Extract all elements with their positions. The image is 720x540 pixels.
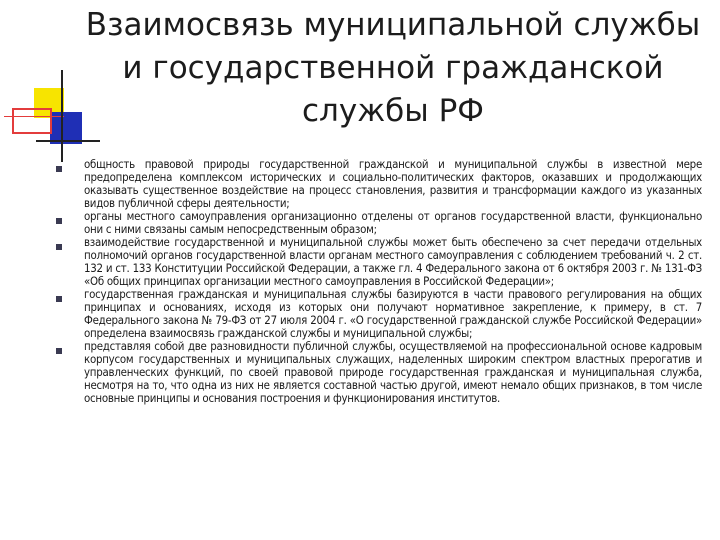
list-item-text: взаимодействие государственной и муниципальной службы может быть обеспечено за счет передачи отдельных полномочий органов государственной власти органам местного самоуправления с соблюдением требований ч. 2 ст. 132 и ст. 133 Конституции Российской Федерации, а также гл. 4 Федерального закона от 6 октября 2003 г. № 131-ФЗ «Об общих принципах организации местного самоуправления в Российской Федерации»; [84, 235, 702, 288]
list-item [56, 288, 702, 340]
square-bullet-icon [56, 296, 62, 302]
horizontal-line-decoration [36, 140, 100, 142]
list-item-text: представляя собой две разновидности публичной службы, осуществляемой на профессиональной основе кадровым корпусом государственных и муниципальных служащих, наделенных широким спектром властных прерогатив и управленческих функций, по своей правовой природе государственная гражданская и муниципальная служба, несмотря на то, что одна из них не является составной частью другой, имеют немало общих признаков, в том числе основные принципы и основания построения и функционирования институтов. [84, 339, 702, 405]
list-item-text: общность правовой природы государственной гражданской и муниципальной службы в известной мере предопределена комплексом исторических и социально-политических факторов, оказавших и продолжающих оказывать существенное воздействие на процесс становления, развития и трансформации каждого из указанных видов публичной сферы деятельности; [84, 157, 702, 210]
vertical-line-decoration [61, 70, 63, 162]
title-line: и государственной гражданской [122, 50, 664, 86]
red-line-decoration [4, 116, 64, 117]
list-item-text: государственная гражданская и муниципальная службы базируются в части правового регулирования на общих принципах и основаниях, исходя из которых они получают нормативное закрепление, к примеру, в ст. 7 Федерального закона № 79-ФЗ от 27 июля 2004 г. «О государственной гражданской службе Российской Федерации» определена взаимосвязь гражданской службы и муниципальной службы; [84, 287, 702, 340]
square-bullet-icon [56, 244, 62, 250]
list-item [56, 158, 702, 210]
title-line: службы РФ [302, 93, 484, 129]
slide-title [84, 4, 702, 133]
bullet-list [56, 158, 702, 405]
title-line: Взаимосвязь муниципальной службы [85, 7, 701, 43]
square-bullet-icon [56, 166, 62, 172]
list-item [56, 340, 702, 405]
square-bullet-icon [56, 218, 62, 224]
list-item [56, 210, 702, 236]
red-outline-decoration [12, 108, 52, 134]
square-bullet-icon [56, 348, 62, 354]
list-item-text: органы местного самоуправления организационно отделены от органов государственной власти, функционально они с ними связаны самым непосредственным образом; [84, 209, 702, 236]
list-item [56, 236, 702, 288]
